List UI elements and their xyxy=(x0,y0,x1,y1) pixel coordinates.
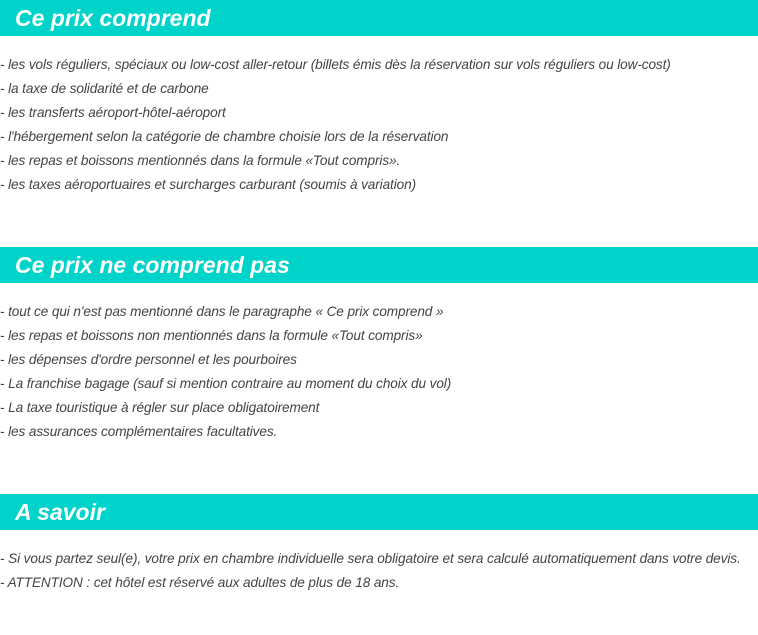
list-item: - les assurances complémentaires facultatives. xyxy=(0,424,278,439)
list-item: - la taxe de solidarité et de carbone xyxy=(0,81,209,96)
info-list xyxy=(0,547,758,595)
list-item: - les taxes aéroportuaires et surcharges carburant (soumis à variation) xyxy=(0,177,417,192)
list-item: - ATTENTION : cet hôtel est réservé aux adultes de plus de 18 ans. xyxy=(0,575,400,590)
section-title: A savoir xyxy=(0,494,758,530)
list-item: - les vols réguliers, spéciaux ou low-cost aller-retour (billets émis dès la réservation sur vols réguliers ou low-cost) xyxy=(0,57,671,72)
section-title: Ce prix comprend xyxy=(0,0,758,36)
list-item: - Si vous partez seul(e), votre prix en chambre individuelle sera obligatoire et sera calculé automatiquement dans votre devis. xyxy=(0,551,741,566)
list-item: - tout ce qui n'est pas mentionné dans le paragraphe « Ce prix comprend » xyxy=(0,304,444,319)
list-item: - les transferts aéroport-hôtel-aéroport xyxy=(0,105,226,120)
section-good-to-know xyxy=(0,494,758,595)
section-title: Ce prix ne comprend pas xyxy=(0,247,758,283)
list-item: - La franchise bagage (sauf si mention contraire au moment du choix du vol) xyxy=(0,376,452,391)
list-item: - l'hébergement selon la catégorie de chambre choisie lors de la réservation xyxy=(0,129,449,144)
list-item: - les repas et boissons mentionnés dans la formule «Tout compris». xyxy=(0,153,401,168)
list-item: - les repas et boissons non mentionnés dans la formule «Tout compris» xyxy=(0,328,423,343)
section-price-excludes xyxy=(0,247,758,444)
included-list xyxy=(0,53,758,197)
list-item: - La taxe touristique à régler sur place obligatoirement xyxy=(0,400,320,415)
list-item: - les dépenses d'ordre personnel et les pourboires xyxy=(0,352,297,367)
section-price-includes xyxy=(0,0,758,197)
excluded-list xyxy=(0,300,758,444)
